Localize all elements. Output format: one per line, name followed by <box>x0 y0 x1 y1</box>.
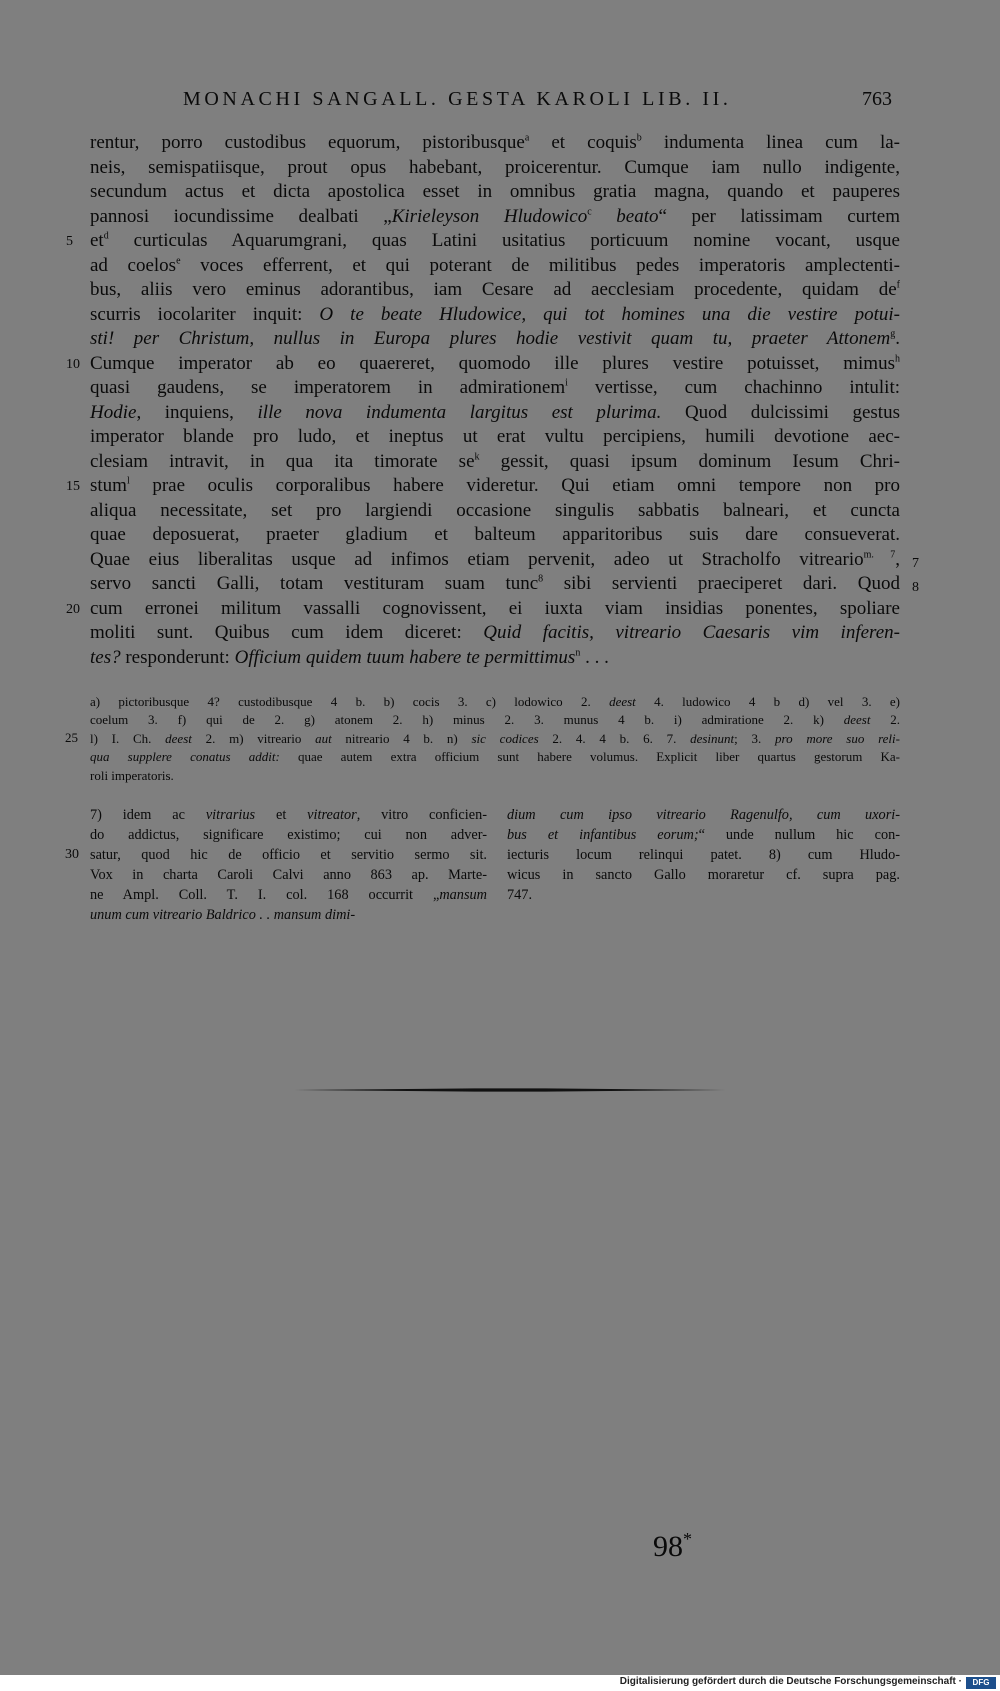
main-text-text: aliqua necessitate, set pro largiendi occasione singulis sabbatis balneari, et cuncta <box>90 499 900 521</box>
footnote-text: coelum 3. f) qui de 2. g) atonem 2. h) minus 2. 3. munus 4 b. i) admiratione 2. k) deest 2. <box>90 712 900 728</box>
main-text-text: neis, semispatiisque, prout opus habebant, proicerentur. Cumque iam nullo indigente, <box>90 156 900 178</box>
main-text-text: quasi gaudens, se imperatorem in admirationem$^i$ vertisse, cum chachinno intulit: <box>90 377 900 398</box>
commentary-left-line <box>90 805 487 825</box>
line-number: 20 <box>66 601 80 617</box>
line-number: 15 <box>66 479 80 494</box>
commentary-right-line <box>507 805 900 825</box>
main-text-text: rentur, porro custodibus equorum, pistoribusque$^a$ et coquis$^b$ indumenta linea cum la- <box>90 132 900 153</box>
main-text-text: stum$^l$ prae oculis corporalibus habere videretur. Qui etiam omni tempore non pro <box>90 475 900 496</box>
commentary-left-text: satur, quod hic de officio et servitio sermo sit. <box>90 847 487 863</box>
main-text-line <box>66 229 900 254</box>
credit-text: Digitalisierung gefördert durch die Deutsche Forschungsgemeinschaft · <box>619 1676 962 1687</box>
commentary-right-text: iecturis locum relinqui patet. 8) cum Hludo- <box>507 847 900 863</box>
commentary-left-text: 7) idem ac vitrarius et vitreator, vitro conficien- <box>90 807 487 823</box>
running-title: MONACHI SANGALL. GESTA KAROLI LIB. II. <box>183 88 732 110</box>
footnote-line <box>90 711 900 729</box>
commentary-right-text: 747. <box>507 887 533 903</box>
main-text-text: imperator blande pro ludo, et ineptus ut erat vultu percipiens, humili devotione aec- <box>90 426 900 447</box>
margin-note-number: 7 <box>912 555 919 571</box>
main-text-line <box>90 205 900 230</box>
main-text-text: Cumque imperator ab eo quaereret, quomodo ille plures vestire potuisset, mimus$^h$ <box>90 352 900 374</box>
sheet-mark: * <box>683 1529 692 1549</box>
commentary-left-line <box>90 905 487 925</box>
main-text-line <box>90 278 900 303</box>
line-number: 10 <box>66 356 80 372</box>
decorative-rule <box>295 1088 725 1092</box>
dfg-logo: DFG <box>966 1677 996 1689</box>
footnote-line <box>90 767 900 785</box>
commentary-right-line <box>507 825 900 845</box>
commentary-right-line <box>507 865 900 885</box>
main-text-line <box>90 156 900 181</box>
line-number: 5 <box>66 234 73 249</box>
main-text-text: $et^d$ curticulas Aquarumgrani, quas Latini usitatius porticuum nomine vocant, usque <box>90 230 900 251</box>
main-text-text: pannosi iocundissime dealbati „Kirieleyson Hludowico$^c$ beato“ per latissimam curtem <box>90 205 900 227</box>
main-text-line <box>90 303 900 328</box>
main-text-line <box>90 499 900 524</box>
main-text-text: tes? responderunt: Officium quidem tuum habere te permittimus$^n$ . . . <box>90 646 609 668</box>
commentary-left-line <box>90 865 487 885</box>
commentary-left-text: unum cum vitreario Baldrico . . mansum dimi- <box>90 907 356 923</box>
main-text-line <box>66 597 900 622</box>
main-text-line <box>90 401 900 426</box>
main-text-text: secundum actus et dicta apostolica esset in omnibus gratia magna, quando et pauperes <box>90 181 900 202</box>
sheet-number: 98 <box>653 1530 683 1563</box>
main-text-line <box>66 352 900 377</box>
main-text-line <box>90 131 900 156</box>
commentary-left-line <box>65 845 487 865</box>
line-number: 30 <box>65 847 79 862</box>
main-text-text: quae deposuerat, praeter gladium et balteum apparitoribus suis dare consueverat. <box>90 524 900 545</box>
footnote-text: l) I. Ch. deest 2. m) vitreario aut nitreario 4 b. n) sic codices 2. 4. 4 b. 6. 7. desinunt; 3. pro more suo reli- <box>90 730 900 746</box>
commentary-left-line <box>90 885 487 905</box>
main-text-text: servo sancti Galli, totam vestituram suam tunc$^8$ sibi servienti praeciperet dari. Quod <box>90 573 900 594</box>
commentary-right-text: bus et infantibus eorum;“ unde nullum hic con- <box>507 827 900 843</box>
footnote-line <box>90 693 900 711</box>
main-text-block <box>66 131 919 670</box>
main-text-text: cum erronei militum vassalli cognovissent, ei iuxta viam insidias ponentes, spoliare <box>90 597 900 619</box>
footnote-text: roli imperatoris. <box>90 767 174 783</box>
variant-footnotes <box>65 693 901 785</box>
main-text-text: sti! per Christum, nullus in Europa plures hodie vestivit quam tu, praeter Attonem$^g$. <box>90 328 900 349</box>
footnote-text: a) pictoribusque 4? custodibusque 4 b. b) cocis 3. c) lodowico 2. deest 4. ludowico 4 b d) vel 3. e) <box>90 694 900 709</box>
main-text-line <box>90 523 900 548</box>
main-text-text: clesiam intravit, in qua ita timorate $se^k$ gessit, quasi ipsum dominum Iesum Chri- <box>90 450 900 472</box>
sheet-signature <box>653 1530 692 1564</box>
main-text-line <box>90 548 919 573</box>
main-text-line <box>90 572 919 597</box>
commentary-right-line <box>507 845 900 865</box>
page-number: 763 <box>862 88 892 110</box>
commentary-right-line <box>507 885 900 905</box>
commentary-column-left <box>65 805 487 925</box>
main-text-text: ad coelos$^e$ voces efferrent, et qui poterant de militibus pedes imperatoris amplectenti- <box>90 254 900 276</box>
main-text-line <box>90 180 900 205</box>
commentary-left-text: ne Ampl. Coll. T. I. col. 168 occurrit „mansum <box>90 887 487 903</box>
commentary-column-right <box>507 805 900 905</box>
main-text-text: Quae eius liberalitas usque ad infimos etiam pervenit, adeo ut Stracholfo vitreario$^{m. 7}$, <box>90 548 900 570</box>
main-text-text: bus, aliis vero eminus adorantibus, iam Cesare ad aecclesiam procedente, quidam $de^f$ <box>90 279 900 300</box>
main-text-text: Hodie, inquiens, ille nova indumenta largitus est plurima. Quod dulcissimi gestus <box>90 401 900 423</box>
footnote-line <box>90 748 900 766</box>
main-text-line <box>66 474 900 499</box>
main-text-line <box>90 254 900 279</box>
main-text-line <box>90 450 900 475</box>
commentary-right-text: dium cum ipso vitreario Ragenulfo, cum uxori- <box>507 807 900 823</box>
commentary-left-text: do addictus, significare existimo; cui non adver- <box>90 827 487 843</box>
commentary-left-text: Vox in charta Caroli Calvi anno 863 ap. Marte- <box>90 867 487 883</box>
footnote-line <box>65 729 900 748</box>
main-text-text: scurris iocolariter inquit: O te beate Hludowice, qui tot homines una die vestire potui- <box>90 303 900 325</box>
main-text-line <box>90 327 900 352</box>
page-header <box>0 88 1000 118</box>
digitization-credit-bar <box>0 1675 1000 1691</box>
footnote-text: qua supplere conatus addit: quae autem extra officium sunt habere volumus. Explicit liber quartus gestorum Ka- <box>90 749 901 765</box>
margin-note-number: 8 <box>912 580 919 595</box>
main-text-line <box>90 425 900 450</box>
commentary-right-text: wicus in sancto Gallo moraretur cf. supra pag. <box>507 867 900 883</box>
line-number: 25 <box>65 729 78 745</box>
main-text-text: moliti sunt. Quibus cum idem diceret: Quid facitis, vitreario Caesaris vim inferen- <box>90 622 900 643</box>
commentary-left-line <box>90 825 487 845</box>
main-text-line <box>90 376 900 401</box>
main-text-line <box>90 621 900 646</box>
main-text-line <box>90 646 900 671</box>
